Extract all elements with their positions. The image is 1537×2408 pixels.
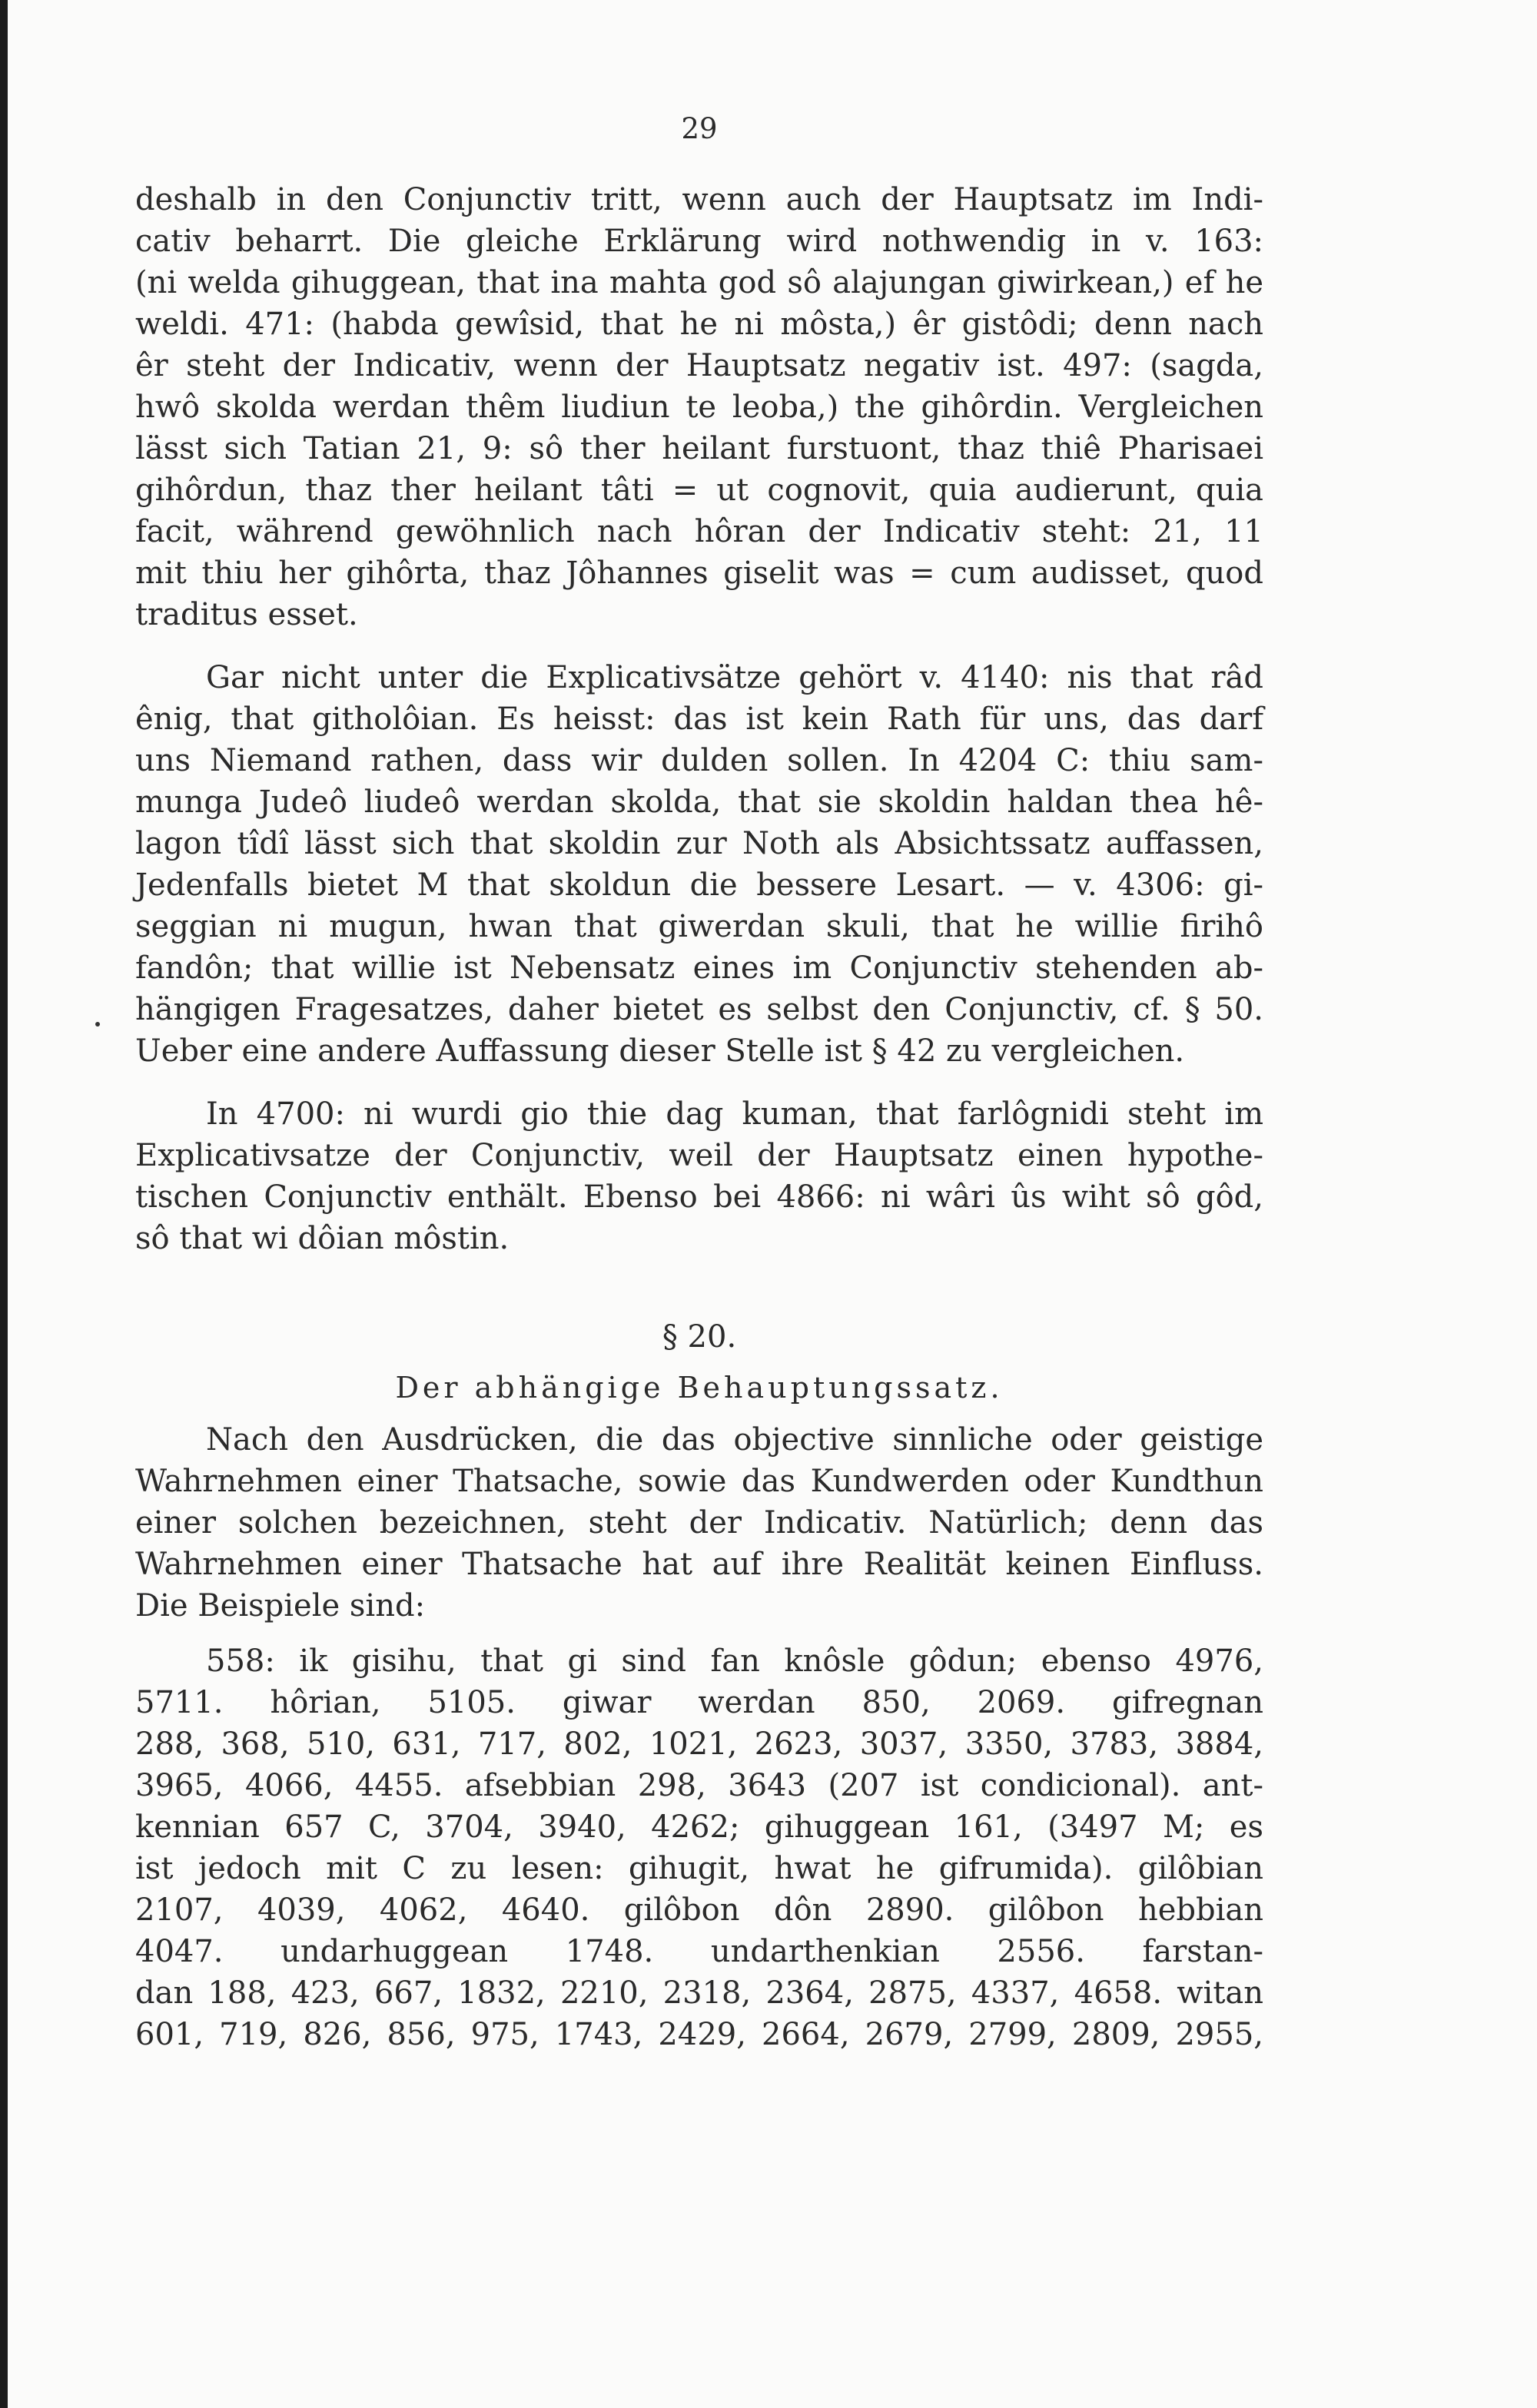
book-spine-shadow <box>0 0 8 2408</box>
text-line: 288, 368, 510, 631, 717, 802, 1021, 2623, 3037, 3350, 3783, 3884, <box>135 1726 1263 1762</box>
text-line: 2107, 4039, 4062, 4640. gilôbon dôn 2890. gilôbon hebbian <box>135 1892 1263 1928</box>
text-line: 5711. hôrian, 5105. giwar werdan 850, 2069. gifregnan <box>135 1685 1263 1720</box>
text-line: 558: ik gisihu, that gi sind fan knôsle gôdun; ebenso 4976, <box>206 1643 1263 1679</box>
text-line: munga Judeô liudeô werdan skolda, that sie skoldin haldan thea hê- <box>135 784 1263 820</box>
text-line: cativ beharrt. Die gleiche Erklärung wird nothwendig in v. 163: <box>135 224 1263 259</box>
text-line: mit thiu her gihôrta, thaz Jôhannes giselit was = cum audisset, quod <box>135 556 1263 591</box>
text-line: kennian 657 C, 3704, 3940, 4262; gihuggean 161, (3497 M; es <box>135 1809 1263 1845</box>
text-line: einer solchen bezeichnen, steht der Indicativ. Natürlich; denn das <box>135 1505 1263 1541</box>
text-line: Jedenfalls bietet M that skoldun die bessere Lesart. — v. 4306: gi- <box>135 867 1263 903</box>
text-line: In 4700: ni wurdi gio thie dag kuman, that farlôgnidi steht im <box>206 1096 1263 1132</box>
text-line: Explicativsatze der Conjunctiv, weil der Hauptsatz einen hypothe- <box>135 1138 1263 1173</box>
text-line: ênig, that githolôian. Es heisst: das ist kein Rath für uns, das darf <box>135 702 1263 737</box>
text-line: sô that wi dôian môstin. <box>135 1221 510 1256</box>
text-line: hwô skolda werdan thêm liudiun te leoba,) the gihôrdin. Vergleichen <box>135 390 1263 425</box>
text-line: ist jedoch mit C zu lesen: gihugit, hwat he gifrumida). gilôbian <box>135 1851 1263 1886</box>
text-line: deshalb in den Conjunctiv tritt, wenn auch der Hauptsatz im Indi- <box>135 182 1263 217</box>
text-line: Wahrnehmen einer Thatsache, sowie das Kundwerden oder Kundthun <box>135 1464 1263 1499</box>
text-line: gihôrdun, thaz ther heilant tâti = ut cognovit, quia audierunt, quia <box>135 473 1263 508</box>
margin-speck <box>95 1022 100 1027</box>
text-line: Wahrnehmen einer Thatsache hat auf ihre Realität keinen Einfluss. <box>135 1547 1263 1582</box>
section-number: § 20. <box>662 1319 737 1355</box>
text-line: uns Niemand rathen, dass wir dulden sollen. In 4204 C: thiu sam- <box>135 743 1263 778</box>
text-line: 601, 719, 826, 856, 975, 1743, 2429, 2664, 2679, 2799, 2809, 2955, <box>135 2017 1263 2052</box>
text-line: dan 188, 423, 667, 1832, 2210, 2318, 2364, 2875, 4337, 4658. witan <box>135 1975 1263 2011</box>
page-number: 29 <box>681 112 718 145</box>
text-line: êr steht der Indicativ, wenn der Hauptsatz negativ ist. 497: (sagda, <box>135 348 1263 383</box>
text-line: facit, während gewöhnlich nach hôran der Indicativ steht: 21, 11 <box>135 514 1263 549</box>
text-line: 4047. undarhuggean 1748. undarthenkian 2556. farstan- <box>135 1934 1263 1969</box>
text-line: tischen Conjunctiv enthält. Ebenso bei 4866: ni wâri ûs wiht sô gôd, <box>135 1179 1263 1215</box>
text-line: seggian ni mugun, hwan that giwerdan skuli, that he willie firihô <box>135 909 1263 944</box>
text-line: lässt sich Tatian 21, 9: sô ther heilant furstuont, thaz thiê Pharisaei <box>135 431 1263 466</box>
text-line: hängigen Fragesatzes, daher bietet es selbst den Conjunctiv, cf. § 50. <box>135 992 1263 1027</box>
text-line: Die Beispiele sind: <box>135 1588 426 1624</box>
section-title: Der abhängige Behauptungssatz. <box>395 1371 1004 1405</box>
text-line: weldi. 471: (habda gewîsid, that he ni môsta,) êr gistôdi; denn nach <box>135 307 1263 342</box>
text-line: (ni welda gihuggean, that ina mahta god sô alajungan giwirkean,) ef he <box>135 265 1263 300</box>
text-line: fandôn; that willie ist Nebensatz eines im Conjunctiv stehenden ab- <box>135 950 1263 986</box>
text-line: Ueber eine andere Auffassung dieser Stelle ist § 42 zu vergleichen. <box>135 1033 1185 1069</box>
text-line: lagon tîdî lässt sich that skoldin zur Noth als Absichtssatz auffassen, <box>135 826 1263 861</box>
text-line: Gar nicht unter die Explicativsätze gehört v. 4140: nis that râd <box>206 660 1263 695</box>
text-line: traditus esset. <box>135 597 358 632</box>
text-line: Nach den Ausdrücken, die das objective sinnliche oder geistige <box>206 1422 1263 1458</box>
text-line: 3965, 4066, 4455. afsebbian 298, 3643 (207 ist condicional). ant- <box>135 1768 1263 1803</box>
